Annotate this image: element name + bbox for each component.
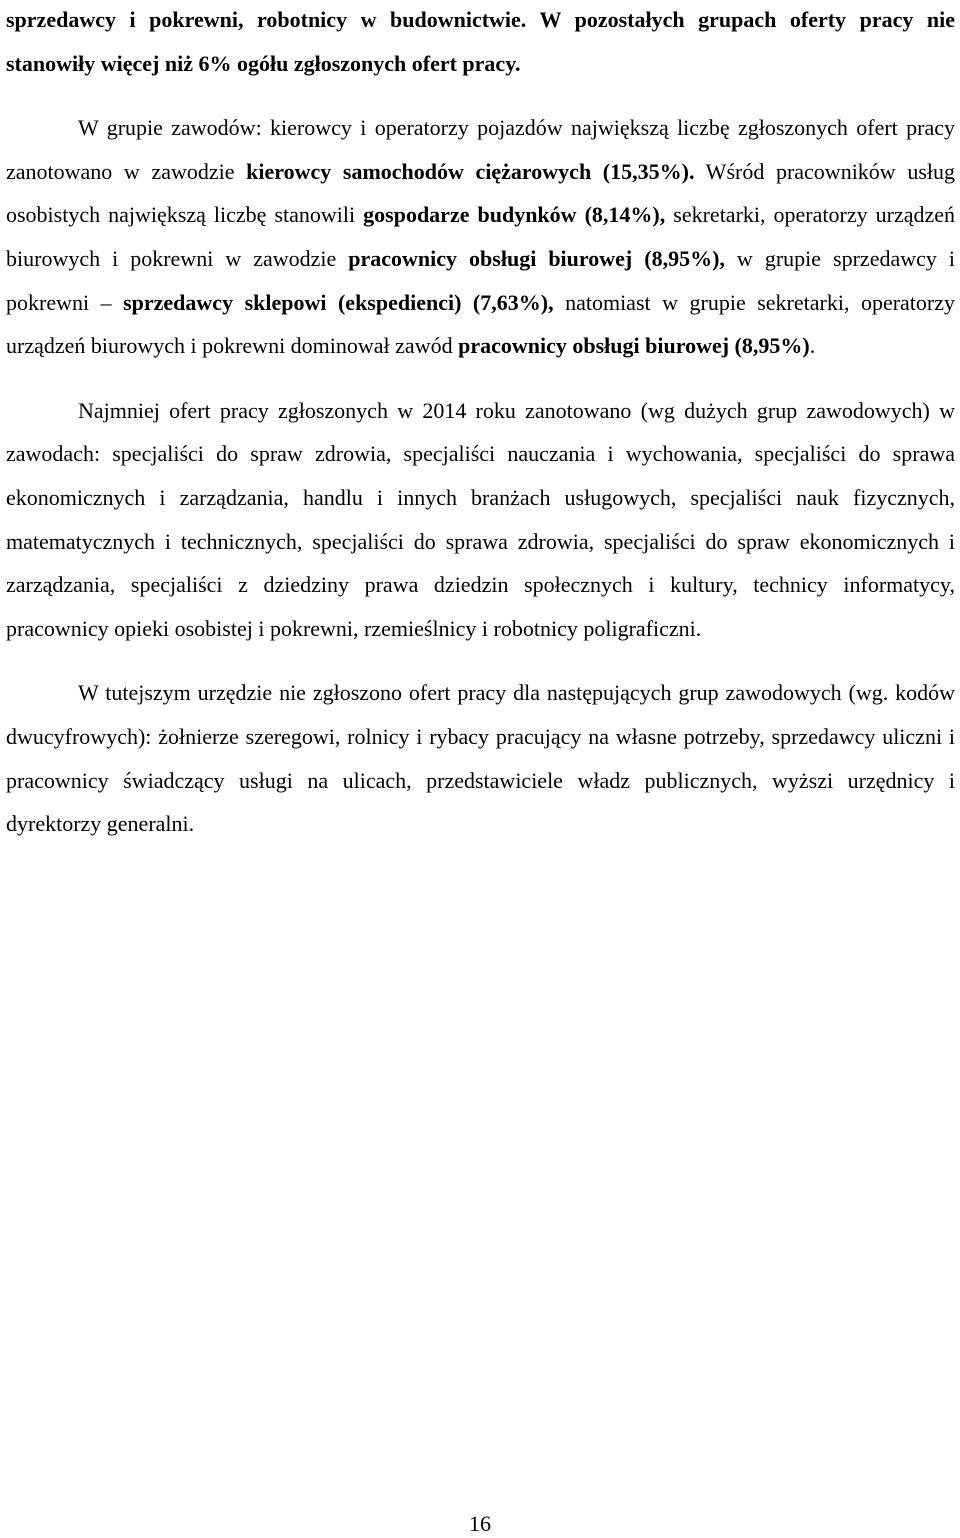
paragraph-text: W grupie zawodów: kierowcy i operatorzy pojazdów największą liczbę zgłoszonych ofert pracy zanotowano w zawodzie [6, 115, 955, 184]
paragraph-text: W tutejszym urzędzie nie zgłoszono ofert pracy dla następujących grup zawodowych (wg. kodów dwucyfrowych): żołnierze szeregowi, rolnicy i rybacy pracujący na własne potrzeby, sprzedawcy uliczni i pracownicy świadczący usługi na ulicach, przedstawiciele władz publicznych, wyższi urzędnicy i dyrektorzy generalni. [6, 680, 955, 837]
paragraph-4 [6, 671, 955, 845]
bold-text: pracownicy obsługi biurowej (8,95%) [458, 333, 810, 359]
paragraph-2 [6, 106, 955, 368]
bold-text: sprzedawcy sklepowi (ekspedienci) (7,63%), [123, 289, 554, 315]
paragraph-3 [6, 389, 955, 651]
paragraph-text: Wśród pracowników usług osobistych największą liczbę stanowili [6, 158, 955, 228]
paragraph-text: natomiast w grupie sekretarki, operatorzy urządzeń biurowych i pokrewni dominował zawód [6, 289, 955, 359]
paragraph-text: w grupie sprzedawcy i pokrewni – [6, 245, 955, 315]
paragraph-text: sekretarki, operatorzy urządzeń biurowych i pokrewni w zawodzie [6, 202, 956, 271]
bold-text: sprzedawcy i pokrewni, robotnicy w budownictwie. W pozostałych grupach oferty pracy nie stanowiły więcej niż 6% ogółu zgłoszonych ofert pracy. [6, 7, 955, 76]
paragraph-text: Najmniej ofert pracy zgłoszonych w 2014 roku zanotowano (wg dużych grup zawodowych) w zawodach: specjaliści do spraw zdrowia, specjaliści nauczania i wychowania, specjaliści do sprawa ekonomicznych i zarządzania, handlu i innych branżach usługowych, specjaliści nauk fizycznych, matematycznych i technicznych, specjaliści do sprawa zdrowia, specjaliści do spraw ekonomicznych i zarządzania, specjaliści z dziedziny prawa dziedzin społecznych i kultury, technicy informatycy, pracownicy opieki osobistej i pokrewni, rzemieślnicy i robotnicy poligraficzni. [6, 397, 955, 641]
document-page [6, 0, 955, 846]
paragraph-text: . [809, 333, 816, 359]
page-number: 16 [469, 1511, 491, 1536]
bold-text: kierowcy samochodów ciężarowych (15,35%). [246, 158, 695, 184]
bold-text: gospodarze budynków (8,14%), [363, 202, 666, 228]
bold-text: pracownicy obsługi biurowej (8,95%), [348, 245, 725, 271]
paragraph-1 [6, 0, 955, 85]
